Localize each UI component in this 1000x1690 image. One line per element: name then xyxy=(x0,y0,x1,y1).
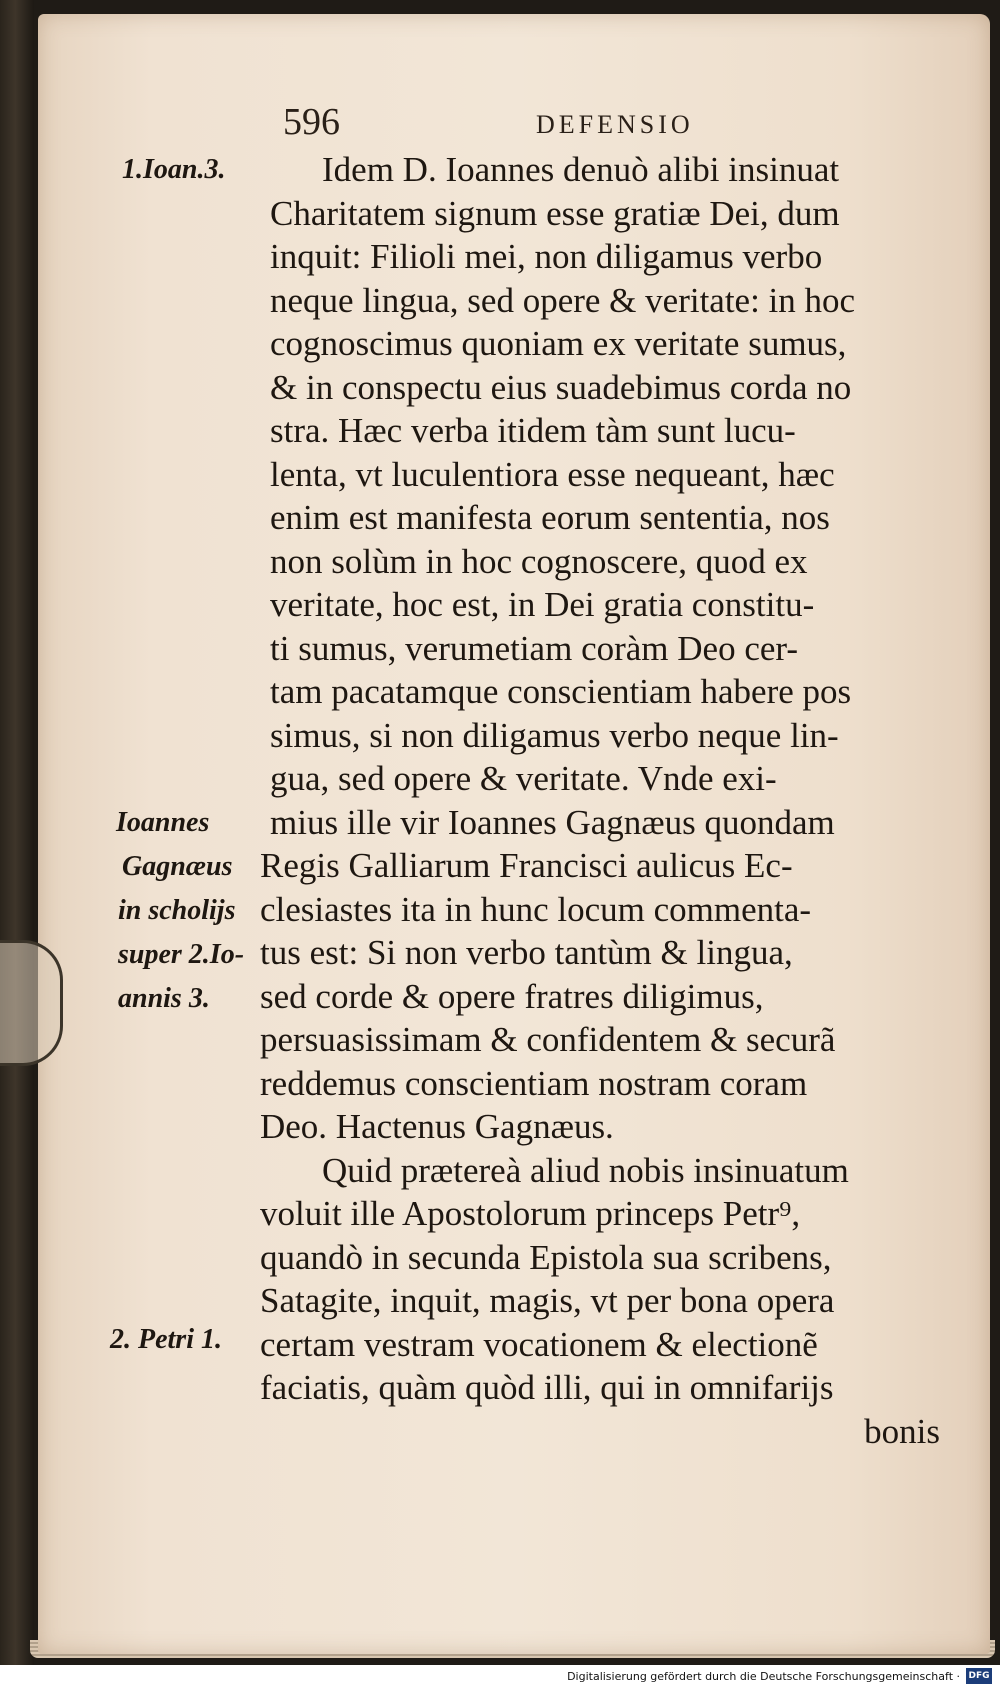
body-text xyxy=(260,148,960,1453)
text-line: mius ille vir Ioannes Gagnæus quondam xyxy=(270,802,835,842)
footer-credit: Digitalisierung gefördert durch die Deutsche Forschungsgemeinschaft · xyxy=(567,1670,960,1683)
text-line: Deo. Hactenus Gagnæus. xyxy=(260,1107,614,1146)
text-line: stra. Hæc verba itidem tàm sunt lucu- xyxy=(270,411,796,450)
text-line: Charitatem signum esse gratiæ Dei, dum xyxy=(270,193,840,233)
text-line: sed corde & opere fratres diligimus, xyxy=(260,976,764,1016)
text-line: ti sumus, verumetiam coràm Deo cer- xyxy=(270,628,799,668)
margin-note-in-scholijs: in scholijs xyxy=(118,895,236,926)
catchword: bonis xyxy=(864,1411,940,1451)
margin-note-petri: 2. Petri 1. xyxy=(110,1324,222,1355)
margin-note-ioannes: Ioannes xyxy=(116,807,210,838)
running-title: DEFENSIO xyxy=(536,110,694,139)
page-header xyxy=(0,100,1000,150)
text-line: lenta, vt luculentiora esse nequeant, hæc xyxy=(270,454,835,494)
text-line: persuasissimam & confidentem & securã xyxy=(260,1020,836,1059)
margin-note-ioan: 1.Ioan.3. xyxy=(122,154,226,185)
text-line: simus, si non diligamus verbo neque lin- xyxy=(270,715,839,755)
text-line: neque lingua, sed opere & veritate: in hoc xyxy=(270,280,856,320)
text-line: certam vestram vocationem & electionẽ xyxy=(260,1324,818,1364)
page-clip xyxy=(0,940,63,1066)
page-number: 596 xyxy=(283,101,340,143)
text-line: Satagite, inquit, magis, vt per bona opera xyxy=(260,1281,835,1320)
text-line: Idem D. Ioannes denuò alibi insinuat xyxy=(322,150,840,189)
text-line: enim est manifesta eorum sententia, nos xyxy=(270,498,830,537)
text-line: tam pacatamque conscientiam habere pos xyxy=(270,672,852,711)
margin-note-annis: annis 3. xyxy=(118,983,210,1014)
text-line: gua, sed opere & veritate. Vnde exi- xyxy=(270,759,777,798)
margin-note-gagnaeus: Gagnæus xyxy=(122,851,233,882)
margin-note-super: super 2.Io- xyxy=(118,939,245,970)
footer xyxy=(0,1665,1000,1690)
text-line: cognoscimus quoniam ex veritate sumus, xyxy=(270,324,847,363)
book-spine-edge xyxy=(0,0,34,1665)
text-line: Regis Galliarum Francisci aulicus Ec- xyxy=(260,846,793,885)
text-line: clesiastes ita in hunc locum commenta- xyxy=(260,889,812,929)
text-line: reddemus conscientiam nostram coram xyxy=(260,1063,808,1103)
text-line: faciatis, quàm quòd illi, qui in omnifarijs xyxy=(260,1368,834,1407)
text-line: Quid prætereà aliud nobis insinuatum xyxy=(322,1150,849,1190)
text-line: quandò in secunda Epistola sua scribens, xyxy=(260,1237,832,1277)
text-line: & in conspectu eius suadebimus corda no xyxy=(270,367,852,407)
text-line: non solùm in hoc cognoscere, quod ex xyxy=(270,541,808,581)
dfg-logo-icon: DFG xyxy=(966,1668,992,1684)
text-line: tus est: Si non verbo tantùm & lingua, xyxy=(260,933,793,972)
text-line: inquit: Filioli mei, non diligamus verbo xyxy=(270,237,823,276)
text-line: veritate, hoc est, in Dei gratia constitu- xyxy=(270,585,815,624)
text-line: voluit ille Apostolorum princeps Petr⁹, xyxy=(260,1194,801,1233)
